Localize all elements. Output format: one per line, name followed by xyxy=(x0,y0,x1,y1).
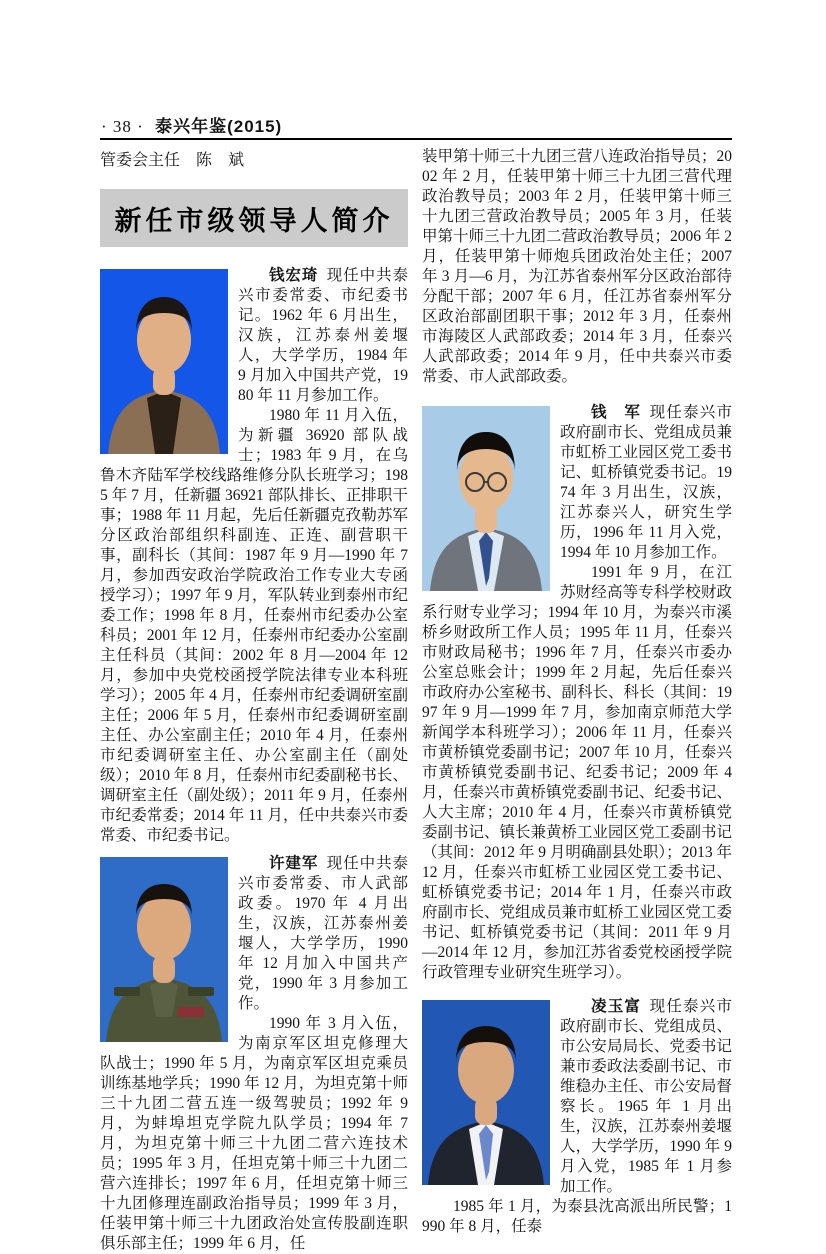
bio-qianjun xyxy=(422,403,732,983)
person-name: 凌玉富 xyxy=(591,998,642,1015)
bio-career-paragraph: 1985 年 1 月，为泰县沈高派出所民警；1990 年 8 月，任泰 xyxy=(422,1198,732,1235)
section-title: 新任市级领导人简介 xyxy=(114,205,394,236)
left-column xyxy=(100,150,408,1254)
bio-career-continuation: 装甲第十师三十九团三营八连政治指导员；2002 年 2 月，任装甲第十师三十九团三营代理政治教导员；2003 年 2 月，任装甲第十师三十九团三营政治教导员；2005 年 3 月，任装甲第十师三十九团二营政治教导员；2006 年 2 月，任装甲第十师炮兵团政治处主任；2007 年 3 月—6 月，为江苏省泰州军分区政治部待分配干部；2007 年 6 月，任江苏省泰州军分区政治部副团职干事；2012 年 3 月，任泰州市海陵区人武部政委；2014 年 3 月，任泰兴人武部政委；2014 年 9 月，任中共泰兴市委常委、市人武部政委。 xyxy=(422,148,733,385)
portrait-photo-qianjun xyxy=(422,406,550,591)
person-name: 钱 军 xyxy=(591,404,642,421)
portrait-photo-qianhongqi xyxy=(100,269,228,454)
bio-qianhongqi xyxy=(100,266,408,846)
bio-career-paragraph: 1990 年 3 月入伍，为南京军区坦克修理大队战士；1990 年 5 月，为南京军区坦克乘员训练基地学兵；1990 年 12 月，为坦克第十师三十九团二营五连一级驾驶员；1992 年 9 月，为蚌埠坦克学院九队学员；1994 年 7 月，为坦克第十师三十九团二营六连技术员；1995 年 3 月，任坦克第十师三十九团二营六连排长；1997 年 6 月，任坦克第十师三十九团修理连副政治指导员；1999 年 3 月，任装甲第十师三十九团政治处宣传股副连职俱乐部主任；1999 年 6 月，任 xyxy=(100,1015,408,1252)
bio-intro-text: 现任泰兴市政府副市长、党组成员兼市虹桥工业园区党工委书记、虹桥镇党委书记。1974 年 3 月出生，汉族，江苏泰兴人，研究生学历，1996 年 11 月入党，1994 年 10 月参加工作。 xyxy=(560,404,732,561)
right-column xyxy=(422,147,732,1237)
portrait-photo-lingyufu xyxy=(422,1000,550,1185)
page-header xyxy=(101,112,731,137)
bio-career-paragraph: 1991 年 9 月，在江苏财经高等专科学校财政系行财专业学习；1994 年 10 月，为泰兴市溪桥乡财政所工作人员；1995 年 11 月，任泰兴市财政局秘书；1996 年 7 月，任泰兴市委办公室总账会计；1999 年 2 月起，先后任泰兴市政府办公室秘书、副科长、科长（其间：1997 年 9 月—1999 年 7 月，参加南京师范大学新闻学本科班学习）；2006 年 11 月，任泰兴市黄桥镇党委副书记；2007 年 10 月，任泰兴市黄桥镇党委副书记、纪委书记；2009 年 4 月，任泰兴市黄桥镇党委副书记、纪委书记、人大主席；2010 年 4 月，任泰兴市黄桥镇党委副书记、镇长兼黄桥工业园区党工委副书记（其间：2012 年 9 月明确副县处职）；2013 年 12 月，任泰兴市虹桥工业园区党工委书记、虹桥镇党委书记；2014 年 1 月，任泰兴市政府副市长、党组成员兼市虹桥工业园区党工委书记、虹桥镇党委书记（其间：2011 年 9 月—2014 年 12 月，参加江苏省委党校函授学院行政管理专业研究生班学习）。 xyxy=(422,564,733,981)
portrait-photo-xujianjun xyxy=(100,857,228,1042)
bio-intro-text: 现任中共泰兴市委常委、市人武部政委。1970 年 4 月出生，汉族，江苏泰州姜堰人，大学学历，1990 年 12 月加入中国共产党，1990 年 3 月参加工作。 xyxy=(238,855,408,1012)
book-title: 泰兴年鉴(2015) xyxy=(155,117,283,136)
bio-career-paragraph: 1980 年 11 月入伍，为新疆 36920 部队战士；1983 年 9 月，在乌鲁木齐陆军学校线路维修分队长班学习；1985 年 7 月，任新疆 36921 部队排长、正排职干事；1988 年 11 月起，先后任新疆克孜勒苏军分区政治部组织科副连、正连、副营职干事，副科长（其间：1987 年 9 月—1990 年 7 月，参加西安政治学院政治工作专业大专函授学习）；1997 年 9 月，军队转业到泰州市纪委工作；1998 年 8 月，任泰州市纪委办公室科员；2001 年 12 月，任泰州市纪委办公室副主任科员（其间：2002 年 8 月—2004 年 12 月，参加中央党校函授学院法律专业本科班学习）；2005 年 4 月，任泰州市纪委调研室副主任；2006 年 5 月，任泰州市纪委调研室副主任、办公室副主任；2010 年 4 月，任泰州市纪委调研室主任、办公室副主任（副处级）；2010 年 8 月，任泰州市纪委副秘书长、调研室主任（副处级）；2011 年 9 月，任泰州市纪委常委；2014 年 11 月，任中共泰兴市委常委、市纪委书记。 xyxy=(100,407,408,844)
bio-intro-text: 现任中共泰兴市委常委、市纪委书记。1962 年 6 月出生，汉族，江苏泰州姜堰人，大学学历，1984 年 9 月加入中国共产党，1980 年 11 月参加工作。 xyxy=(238,267,408,404)
ribbon-bar xyxy=(178,1007,204,1017)
epaulette-right xyxy=(188,987,214,996)
person-name: 许建军 xyxy=(269,855,319,872)
person-name: 钱宏琦 xyxy=(269,267,319,284)
header-rule xyxy=(100,138,732,140)
section-title-box xyxy=(100,189,408,247)
bio-intro-text: 现任泰兴市政府副市长、党组成员、市公安局局长、党委书记兼市委政法委副书记、市维稳办主任、市公安局督察长。1965 年 1 月出生，汉族，江苏泰州姜堰人，大学学历，1990 年 9 月入党，1985 年 1 月参加工作。 xyxy=(560,998,732,1195)
committee-director-line: 管委会主任 陈 斌 xyxy=(100,152,245,169)
page-number: · 38 · xyxy=(101,117,144,136)
bio-lingyufu xyxy=(422,997,732,1237)
epaulette-left xyxy=(114,987,140,996)
bio-xujianjun xyxy=(100,854,408,1254)
